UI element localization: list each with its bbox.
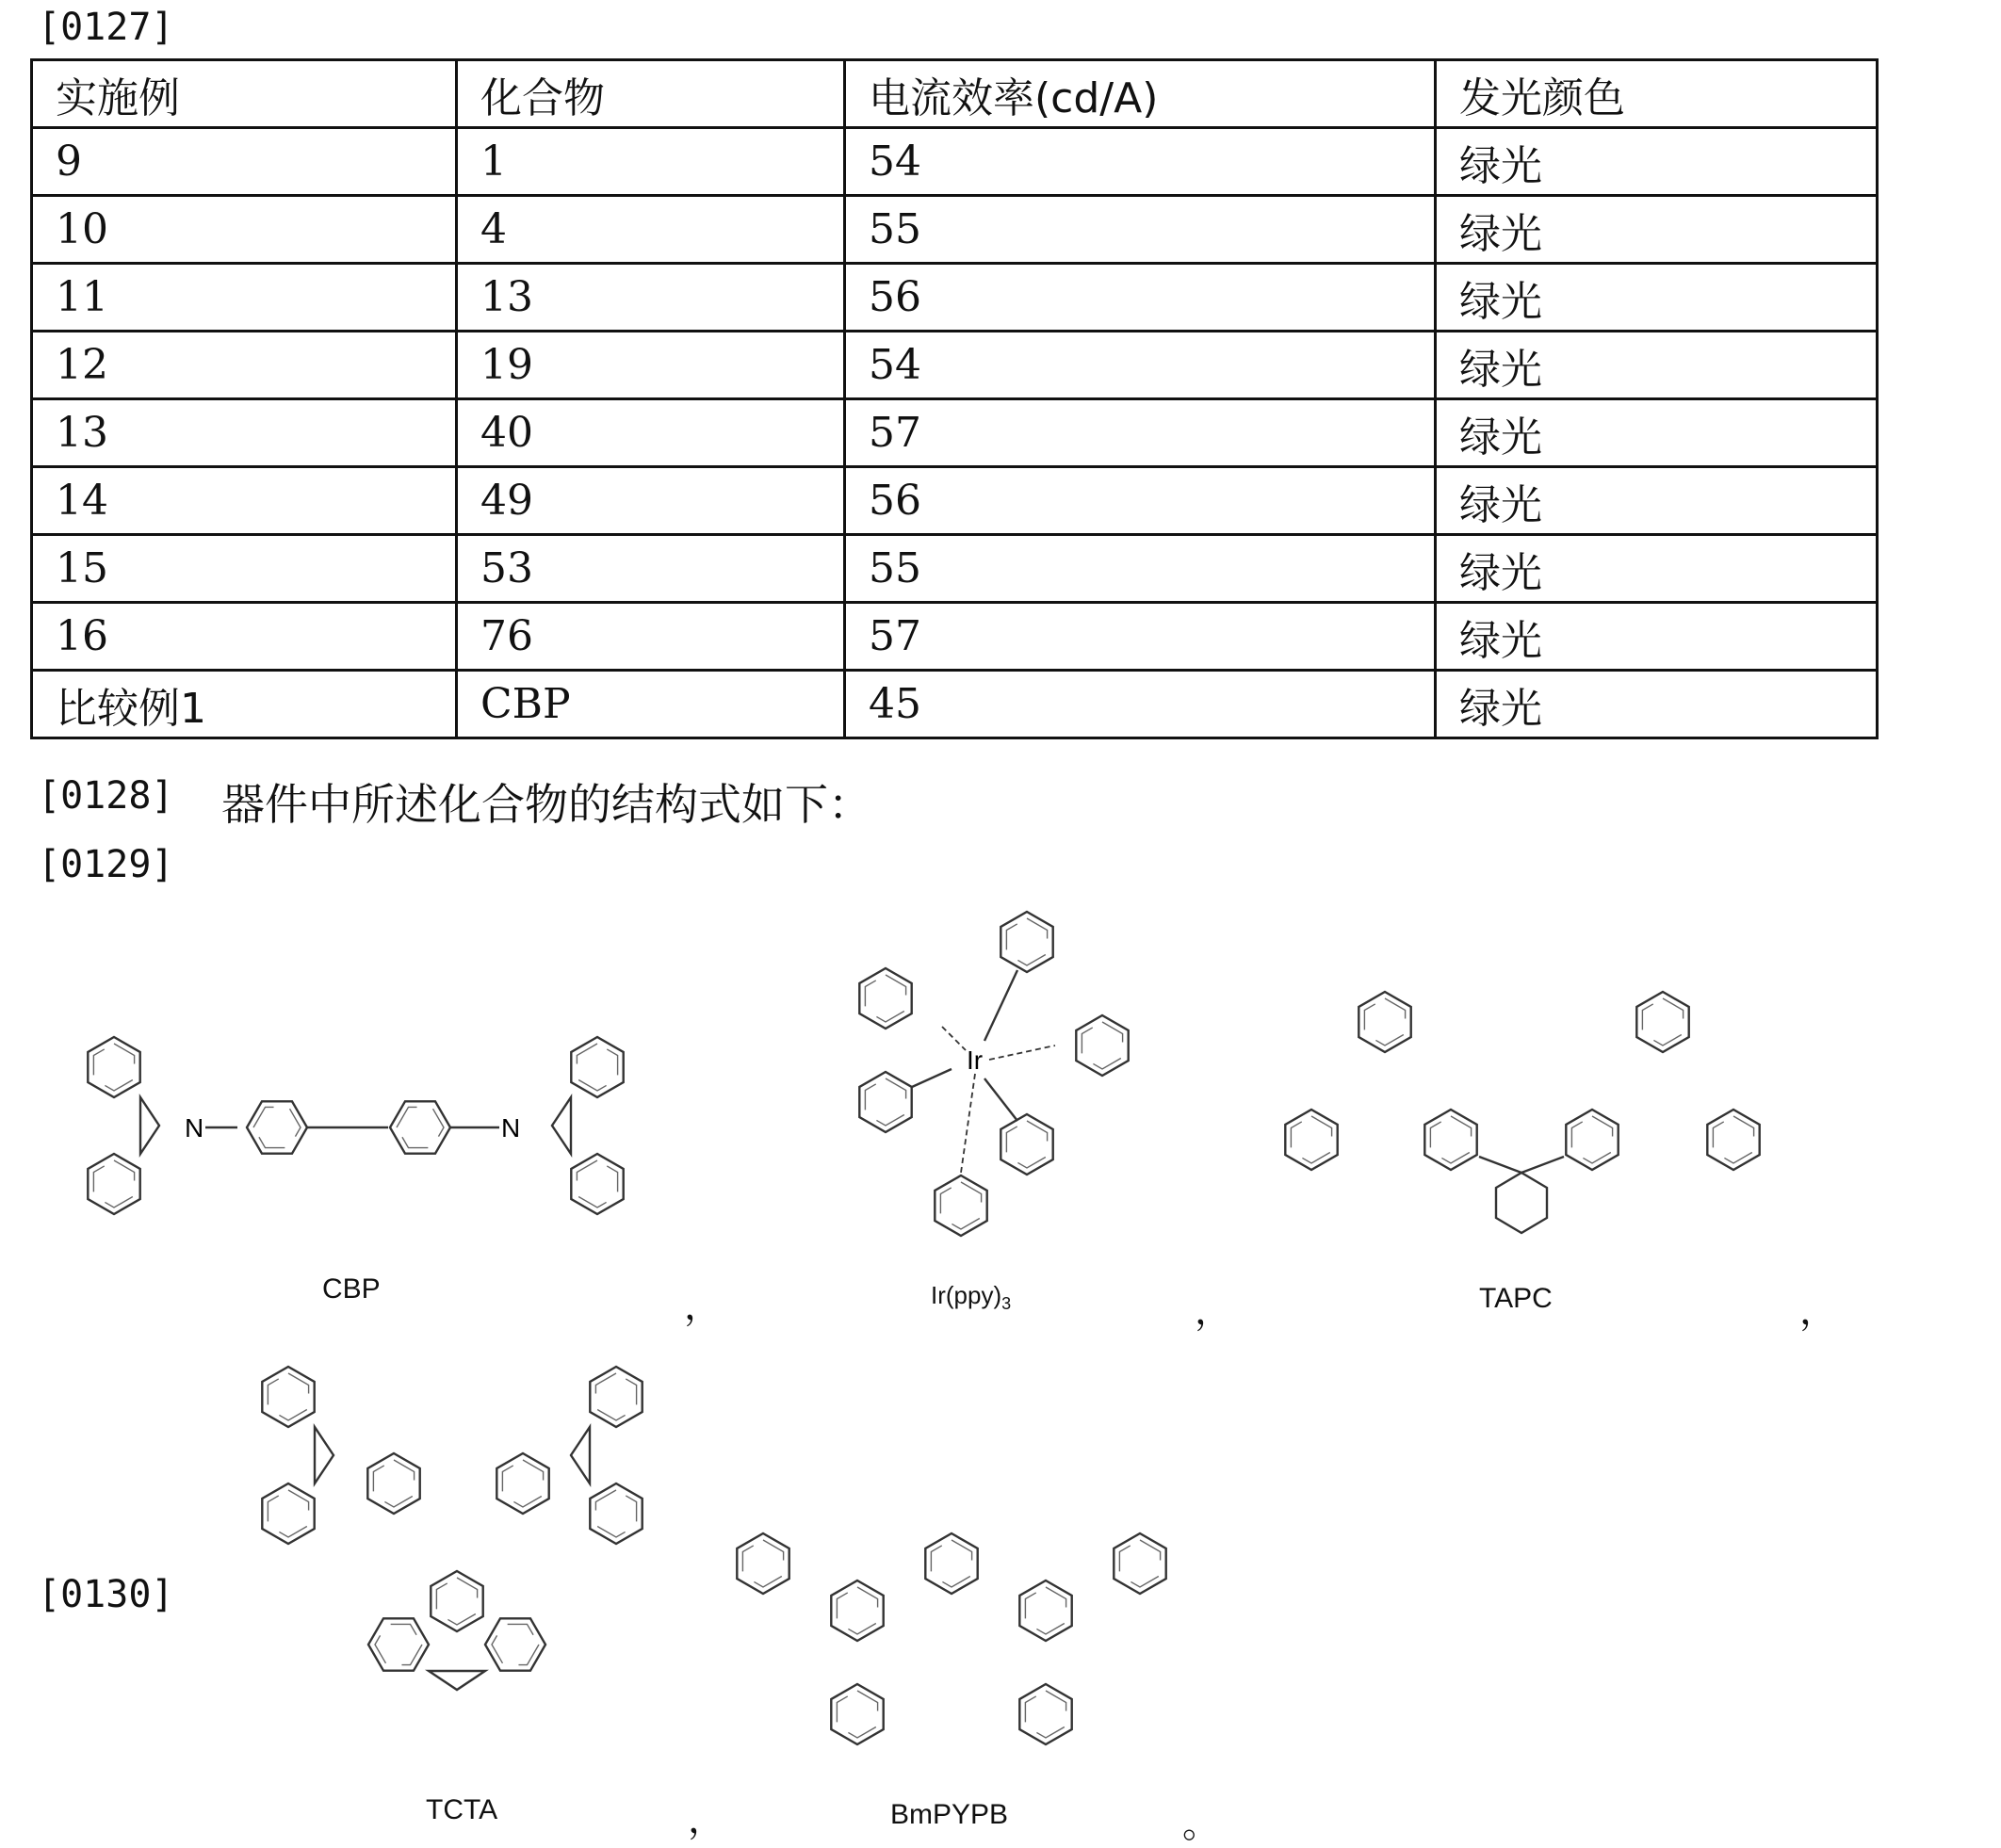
cell-compound: 13 [457,264,845,332]
cell-compound: CBP [457,671,845,738]
paragraph-number-0128: [0128] [38,774,174,818]
cell-compound: 4 [457,196,845,264]
cell-efficiency: 55 [845,535,1436,603]
cell-example: 13 [32,399,457,467]
bmpypb-structure [737,1533,1165,1744]
cell-example: 11 [32,264,457,332]
cell-compound: 53 [457,535,845,603]
cell-efficiency: 55 [845,196,1436,264]
cell-compound: 76 [457,603,845,671]
nitrogen-atom-label: N [501,1113,521,1143]
cell-example: 16 [32,603,457,671]
cell-efficiency: 54 [845,128,1436,196]
cell-example: 9 [32,128,457,196]
cell-compound: 1 [457,128,845,196]
cell-color: 绿光 [1436,264,1878,332]
nitrogen-atom-label: N [185,1113,204,1143]
cell-efficiency: 56 [845,467,1436,535]
cell-efficiency: 57 [845,603,1436,671]
cell-example: 12 [32,332,457,399]
cell-color: 绿光 [1436,603,1878,671]
cell-color: 绿光 [1436,535,1878,603]
paragraph-0128-text: 器件中所述化合物的结构式如下： [221,779,871,830]
iridium-atom-label: Ir [967,1046,984,1075]
cell-compound: 40 [457,399,845,467]
tcta-label: TCTA [426,1794,498,1825]
cell-example: 10 [32,196,457,264]
cell-efficiency: 57 [845,399,1436,467]
cell-compound: 19 [457,332,845,399]
paragraph-number-0129: [0129] [38,843,174,886]
cbp-structure [88,1037,623,1214]
cell-efficiency: 56 [845,264,1436,332]
tapc-label: TAPC [1479,1283,1553,1314]
cell-compound: 49 [457,467,845,535]
cell-color: 绿光 [1436,332,1878,399]
bmpypb-label: BmPYPB [890,1799,1009,1830]
cell-efficiency: 45 [845,671,1436,738]
header-compound: 化合物 [457,60,845,128]
cbp-label: CBP [322,1273,381,1305]
cell-color: 绿光 [1436,128,1878,196]
cell-color: 绿光 [1436,196,1878,264]
header-example: 实施例 [32,60,457,128]
header-emission-color: 发光颜色 [1436,60,1878,128]
tapc-structure [1285,992,1759,1233]
separator-comma: ， [1195,1289,1232,1333]
cell-color: 绿光 [1436,467,1878,535]
tcta-structure [262,1367,642,1690]
separator-comma: ， [684,1285,722,1328]
separator-period: 。 [1182,1803,1220,1846]
header-current-efficiency: 电流效率(cd/A) [845,60,1436,128]
separator-comma: ， [688,1798,725,1841]
cell-example: 15 [32,535,457,603]
paragraph-number-0130: [0130] [38,1573,174,1616]
irppy3-label: $Ir(ppy)_3$ [931,1281,1012,1314]
cell-example: 比较例1 [32,671,457,738]
irppy3-structure [859,912,1128,1236]
cell-efficiency: 54 [845,332,1436,399]
cell-color: 绿光 [1436,399,1878,467]
cell-color: 绿光 [1436,671,1878,738]
paragraph-number-0127: [0127] [38,6,174,49]
cell-example: 14 [32,467,457,535]
separator-comma: ， [1799,1289,1837,1333]
